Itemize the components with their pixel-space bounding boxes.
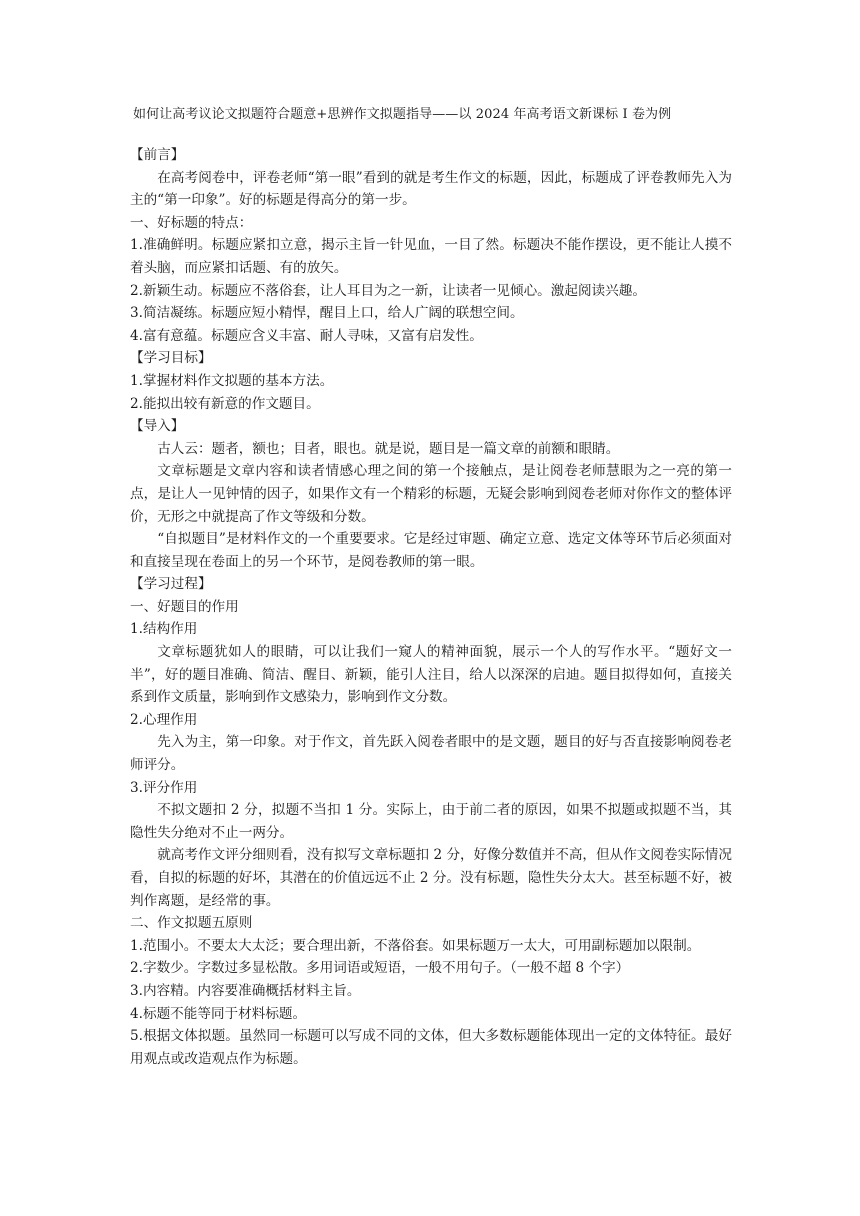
body-paragraph: “自拟题目”是材料作文的一个重要要求。它是经过审题、确定立意、选定文体等环节后必须面对和直接呈现在卷面上的另一个环节，是阅卷教师的第一眼。 xyxy=(130,531,732,570)
section-line: 【学习目标】 xyxy=(130,350,212,367)
section-line: 二、作文拟题五原则 xyxy=(130,915,253,932)
section-line: 一、好标题的特点： xyxy=(130,214,253,231)
section-line: 3.简洁凝练。标题应短小精悍，醒目上口，给人广阔的联想空间。 xyxy=(130,305,524,322)
section-line: 5.根据文体拟题。虽然同一标题可以写成不同的文体，但大多数标题能体现出一定的文体特征。最好用观点或改造观点作为标题。 xyxy=(130,1028,732,1067)
section-line: 1.结构作用 xyxy=(130,621,198,638)
body-paragraph: 不拟文题扣 2 分，拟题不当扣 1 分。实际上，由于前二者的原因，如果不拟题或拟题不当，其隐性失分绝对不止一两分。 xyxy=(130,802,732,841)
section-line: 4.富有意蕴。标题应含义丰富、耐人寻味，又富有启发性。 xyxy=(130,327,483,344)
document-title: 如何让高考议论文拟题符合题意+思辨作文拟题指导——以 2024 年高考语文新课标 I 卷为例 xyxy=(133,107,672,122)
section-line: 1.范围小。不要太大太泛；要合理出新，不落俗套。如果标题万一太大，可用副标题加以限制。 xyxy=(130,937,701,954)
section-line: 2.心理作用 xyxy=(130,711,198,728)
section-line: 【学习过程】 xyxy=(130,576,212,593)
section-line: 【前言】 xyxy=(130,147,185,163)
section-line: 【导入】 xyxy=(130,418,185,435)
body-paragraph: 文章标题是文章内容和读者情感心理之间的第一个接触点，是让阅卷老师慧眼为之一亮的第一点，是让人一见钟情的因子，如果作文有一个精彩的标题，无疑会影响到阅卷老师对你作文的整体评价，无形之中就提高了作文等级和分数。 xyxy=(130,463,732,525)
section-line: 一、好题目的作用 xyxy=(130,598,239,615)
body-paragraph: 古人云：题者，额也；目者，眼也。就是说，题目是一篇文章的前额和眼睛。 xyxy=(157,440,620,457)
section-line: 2.新颖生动。标题应不落俗套，让人耳目为之一新，让读者一见倾心。激起阅读兴趣。 xyxy=(130,282,646,299)
body-paragraph: 文章标题犹如人的眼睛，可以让我们一窥人的精神面貌，展示一个人的写作水平。“题好文一半”，好的题目准确、简洁、醒目、新颖，能引人注目，给人以深深的启迪。题目拟得如何，直接关系到作文质量，影响到作文感染力，影响到作文分数。 xyxy=(130,644,732,706)
body-paragraph: 在高考阅卷中，评卷老师“第一眼”看到的就是考生作文的标题，因此，标题成了评卷教师先入为主的“第一印象”。好的标题是得高分的第一步。 xyxy=(130,169,732,209)
section-line: 2.字数少。字数过多显松散。多用词语或短语，一般不用句子。（一般不超 8 个字） xyxy=(130,960,630,977)
body-paragraph: 就高考作文评分细则看，没有拟写文章标题扣 2 分，好像分数值并不高，但从作文阅卷实际情况看，自拟的标题的好坏，其潜在的价值远远不止 2 分。没有标题，隐性失分太大。甚至标题不好，被判作离题，是经常的事。 xyxy=(130,847,732,909)
body-paragraph: 先入为主，第一印象。对于作文，首先跃入阅卷者眼中的是文题，题目的好与否直接影响阅卷老师评分。 xyxy=(130,734,732,774)
section-line: 1.掌握材料作文拟题的基本方法。 xyxy=(130,372,334,389)
section-line: 4.标题不能等同于材料标题。 xyxy=(130,1005,307,1022)
section-line: 3.评分作用 xyxy=(130,779,198,796)
section-line: 2.能拟出较有新意的作文题目。 xyxy=(130,395,320,412)
section-line: 3.内容精。内容要准确概括材料主旨。 xyxy=(130,982,361,999)
document-body xyxy=(130,144,732,1070)
section-line: 1.准确鲜明。标题应紧扣立意，揭示主旨一针见血，一目了然。标题决不能作摆设，更不能让人摸不着头脑，而应紧扣话题、有的放矢。 xyxy=(130,237,732,276)
